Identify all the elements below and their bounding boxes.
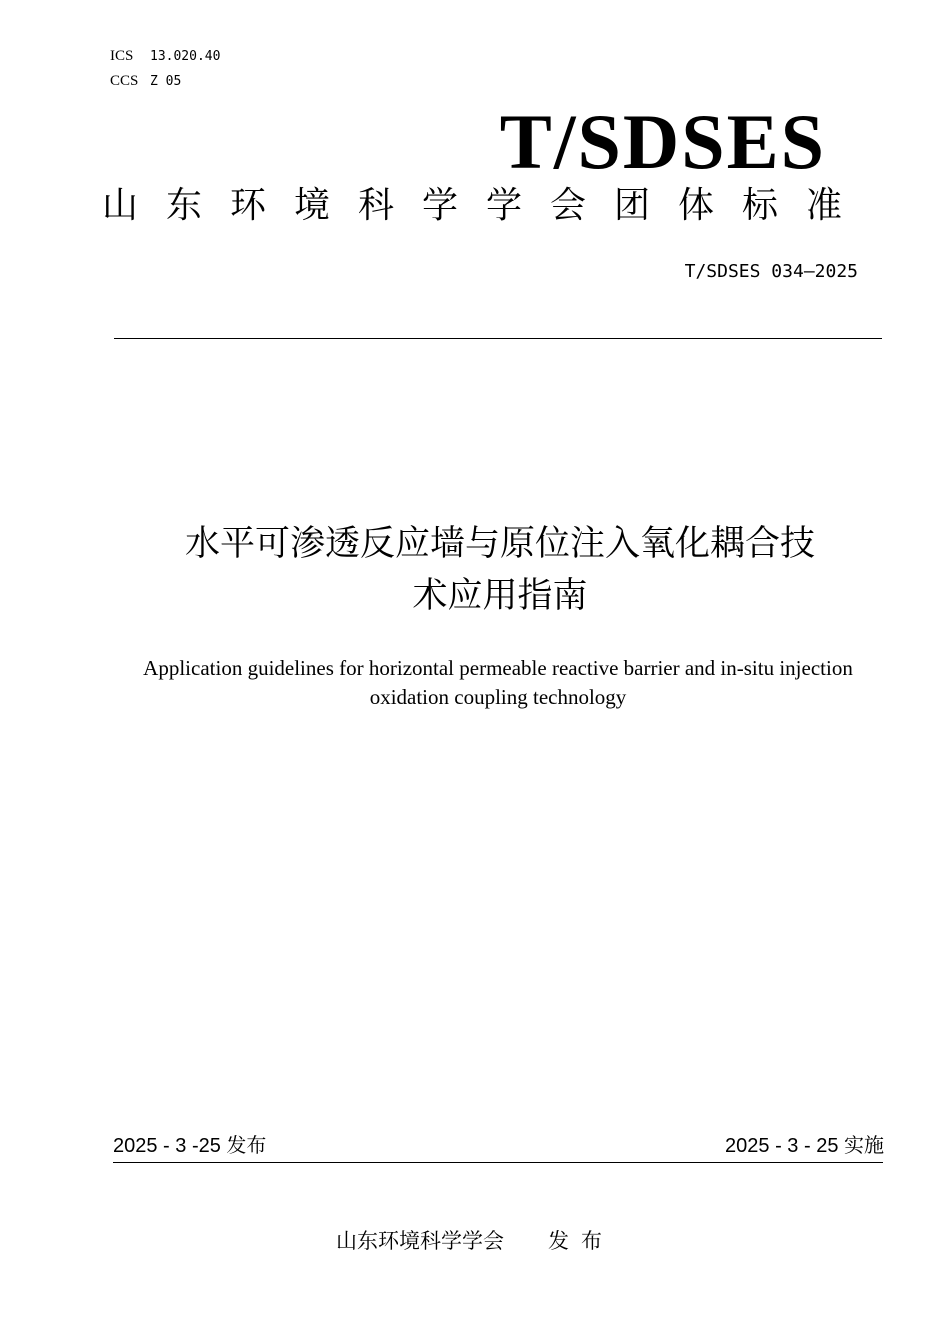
- ccs-label: CCS: [110, 73, 139, 89]
- standard-number: T/SDSES 034—2025: [684, 261, 858, 282]
- standard-logo: T/SDSES: [499, 98, 826, 185]
- title-chinese-line-1: 水平可渗透反应墙与原位注入氧化耦合技: [184, 524, 815, 564]
- title-english-line-1: Application guidelines for horizontal permeable reactive barrier and in-situ injection: [143, 656, 853, 680]
- ics-label: ICS: [110, 48, 134, 64]
- ics-line: [110, 47, 220, 66]
- ccs-value: Z 05: [150, 74, 182, 89]
- implementation-date: 2025 - 3 - 25 实施: [725, 1135, 884, 1157]
- publish-label: 发布: [548, 1229, 614, 1253]
- standard-type: 山东环境科学学会团体标准: [102, 185, 871, 226]
- footer-divider: [113, 1162, 883, 1163]
- issuer-line: [0, 1226, 950, 1256]
- header-divider: [114, 338, 882, 339]
- title-chinese: [100, 518, 900, 622]
- title-english: [80, 654, 916, 712]
- ccs-line: [110, 72, 181, 91]
- issuer-name: 山东环境科学学会: [336, 1229, 504, 1253]
- release-date: 2025 - 3 -25 发布: [113, 1135, 267, 1157]
- title-chinese-line-2: 术应用指南: [412, 576, 588, 616]
- title-english-line-2: oxidation coupling technology: [369, 685, 627, 709]
- ics-value: 13.020.40: [150, 49, 221, 64]
